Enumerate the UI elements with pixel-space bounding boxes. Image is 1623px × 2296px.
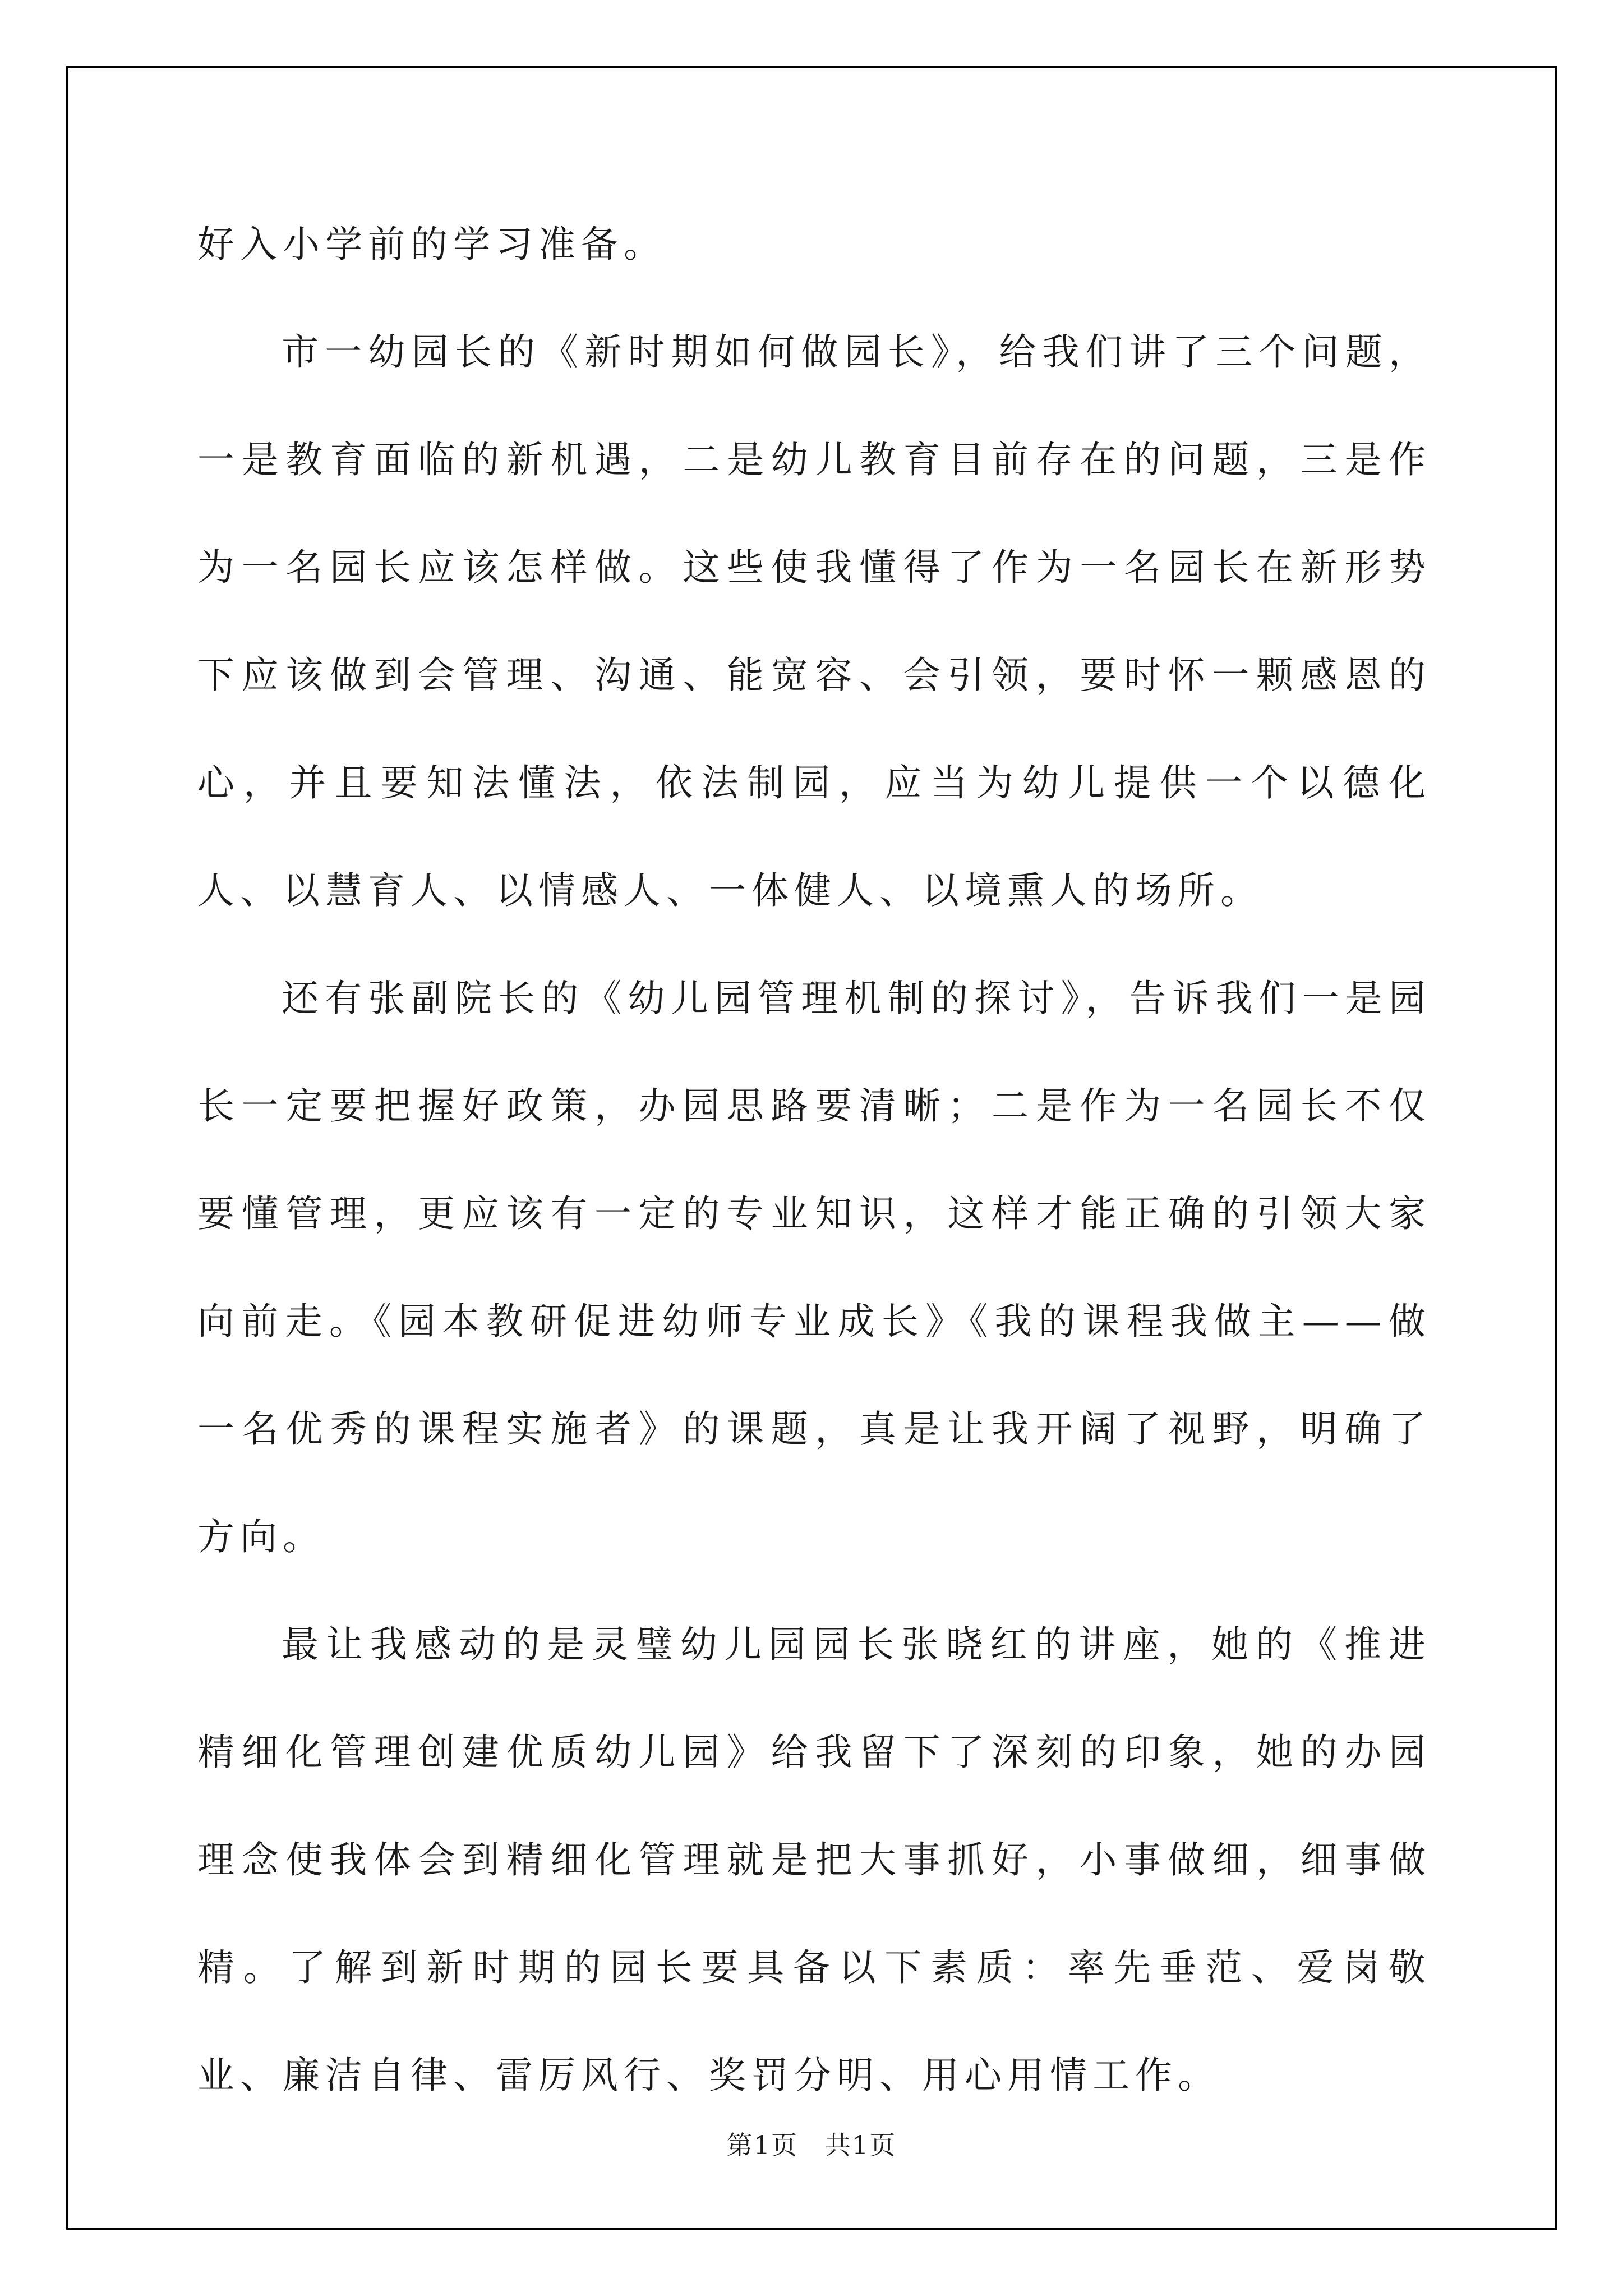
page-footer: 第1页 共1页 bbox=[726, 2130, 897, 2160]
paragraph-3: 还有张副院长的《幼儿园管理机制的探讨》，告诉我们一是园长一定要把握好政策，办园思路要清晰；二是作为一名园长不仅要懂管理，更应该有一定的专业知识，这样才能正确的引领大家向前走。《园本教研促进幼师专业成长》《我的课程我做主——做一名优秀的课程实施者》的课题，真是让我开阔了视野，明确了方向。 bbox=[197, 977, 1431, 1558]
paragraph-1: 好入小学前的学习准备。 bbox=[197, 223, 666, 266]
paragraph-4: 最让我感动的是灵璧幼儿园园长张晓红的讲座，她的《推进精细化管理创建优质幼儿园》给我留下了深刻的印象，她的办园理念使我体会到精细化管理就是把大事抓好，小事做细，细事做精。了解到新时期的园长要具备以下素质：率先垂范、爱岗敬业、廉洁自律、雷厉风行、奖罚分明、用心用情工作。 bbox=[197, 1623, 1431, 2097]
document-body bbox=[197, 191, 1431, 2129]
paragraph-2: 市一幼园长的《新时期如何做园长》，给我们讲了三个问题，一是教育面临的新机遇，二是幼儿教育目前存在的问题，三是作为一名园长应该怎样做。这些使我懂得了作为一名园长在新形势下应该做到会管理、沟通、能宽容、会引领，要时怀一颗感恩的心，并且要知法懂法，依法制园，应当为幼儿提供一个以德化人、以慧育人、以情感人、一体健人、以境熏人的场所。 bbox=[197, 330, 1431, 912]
